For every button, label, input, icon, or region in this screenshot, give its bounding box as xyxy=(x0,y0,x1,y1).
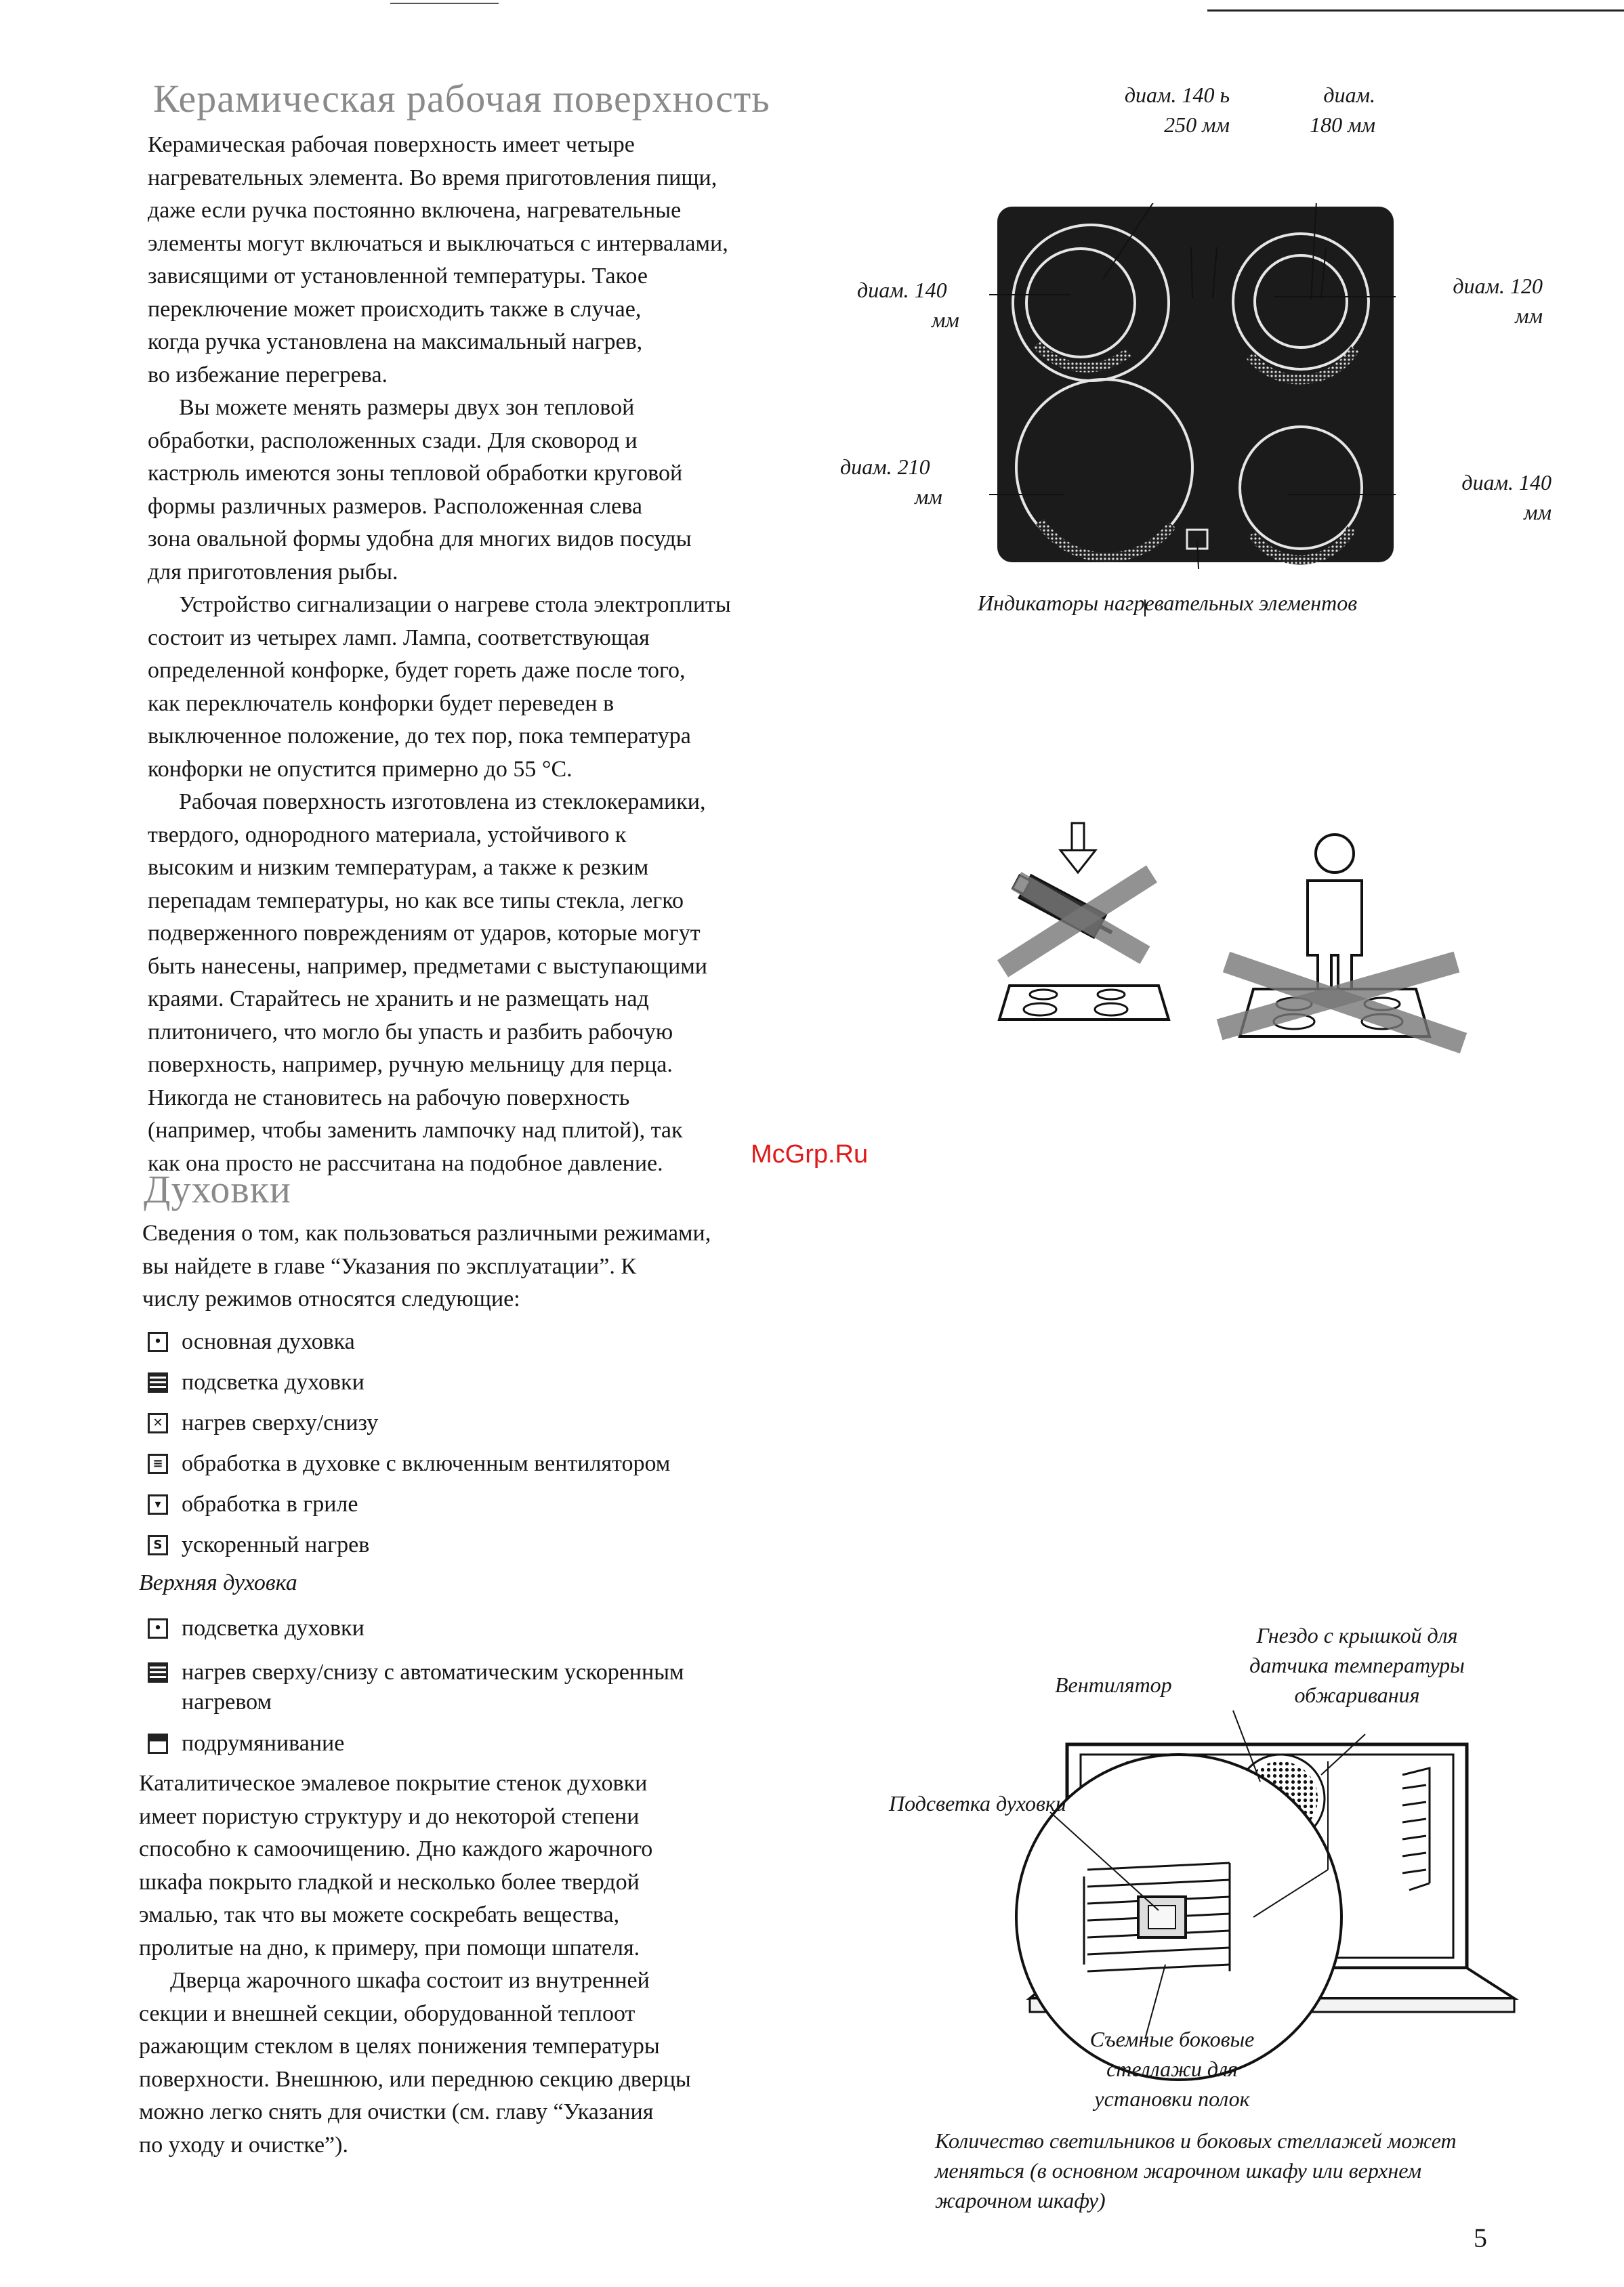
bars-icon xyxy=(148,1372,168,1393)
label-top-right: диам. 180 мм xyxy=(1310,83,1375,137)
ceramic-p2: Вы можете менять размеры двух зон тепловой обработки, расположенных сзади. Для сковород и кастрюль имеются зоны тепловой обработки круговой формы различных размеров. Расположенная слева зона овальной формы удобна для многих видов посуды для приготовления рыбы. xyxy=(148,395,692,585)
oven-caption: Количество светильников и боковых стеллажей может меняться (в основном жарочном шкафу или верхнем жарочном шкафу) xyxy=(935,2128,1457,2212)
label-low-left: диам. 210 мм xyxy=(840,455,942,509)
label-socket: Гнездо с крышкой для датчика температуры обжаривания xyxy=(1249,1623,1465,1707)
ovens-intro: Сведения о том, как пользоваться различными режимами, вы найдете в главе “Указания по эксплуатации”. К числу режимов относятся следующие: xyxy=(142,1221,711,1312)
mode-upper-light: • подсветка духовки xyxy=(148,1616,365,1641)
mode-browning: подрумянивание xyxy=(148,1731,344,1757)
label-top-left: диам. 140 ь 250 мм xyxy=(1124,83,1230,137)
label-low-right: диам. 140 мм xyxy=(1461,470,1552,524)
ceramic-title: Керамическая рабочая поверхность xyxy=(153,77,770,121)
no-objects-pictogram xyxy=(989,820,1179,1030)
mode-fan: ≡ обработка в духовке с включенным вентилятором xyxy=(148,1451,670,1477)
ovens-p5: Каталитическое эмалевое покрытие стенок духовки имеет пористую структуру и до некоторой степени способно к самоочищению. Дно каждого жарочного шкафа покрыто гладкой и несколько более твердой эмалью, так что вы можете соскребать вещества, пролитые на дно, к примеру, при помощи шпателя. xyxy=(139,1771,653,1960)
mode-upper-top-bottom: нагрев сверху/снизу с автоматическим ускоренным нагревом xyxy=(148,1658,684,1717)
label-racks: Съемные боковые стеллажи для установки полок xyxy=(1089,2027,1255,2111)
browning-icon xyxy=(148,1734,168,1754)
label-mid-left: диам. 140 мм xyxy=(857,278,959,332)
label-mid-right: диам. 120 мм xyxy=(1453,274,1543,328)
label-fan: Вентилятор xyxy=(1055,1673,1172,1697)
top-rule-left xyxy=(390,3,499,4)
mode-rapid: S ускоренный нагрев xyxy=(148,1532,369,1558)
mode-top-bottom: ✕ нагрев сверху/снизу xyxy=(148,1410,378,1436)
top-bottom-heat-icon: ✕ xyxy=(148,1413,168,1433)
watermark: McGrp.Ru xyxy=(751,1140,869,1169)
hob-leaders-extra xyxy=(935,95,1450,623)
bars-icon xyxy=(148,1662,168,1683)
ceramic-p4: Рабочая поверхность изготовлена из стеклокерамики, твердого, однородного материала, устойчивого к высоким и низким температурам, а также к резким перепадам температуры, но как все типы стекла, легко подверженного повреждениям от ударов, которые могут быть нанесены, например, предметами с выступающими краями. Старайтесь не хранить и не размещать над плитоничего, что могло бы упасть и разбить рабочую поверхность, например, ручную мельницу для перца. Никогда не становитесь на рабочую поверхность (например, чтобы заменить лампочку над плитой), так как она просто не рассчитана на подобное давление. xyxy=(148,789,707,1176)
bulb-icon: • xyxy=(148,1618,168,1639)
ovens-title: Духовки xyxy=(144,1167,291,1211)
ceramic-p1: Керамическая рабочая поверхность имеет четыре нагревательных элемента. Во время приготовления пищи, даже если ручка постоянно включена, нагревательные элементы могут включаться и выключаться с интервалами, зависящими от установленной температуры. Такое переключение может происходить также в случае, когда ручка установлена на максимальный нагрев, во избежание перегрева. xyxy=(148,132,728,387)
rapid-heat-icon: S xyxy=(148,1535,168,1555)
label-oven-light: Подсветка духовки xyxy=(889,1791,1066,1816)
fan-icon: ≡ xyxy=(148,1454,168,1474)
hob-caption: Индикаторы нагревательных элементов xyxy=(978,591,1358,615)
ovens-p6: Дверца жарочного шкафа состоит из внутренней секции и внешней секции, оборудованной теплоот ражающим стеклом в целях понижения температуры поверхности. Внешнюю, или переднюю секцию дверцы можно легко снять для очистки (см. главу “Указания по уходу и очистке”). xyxy=(139,1968,691,2158)
mode-main-oven: • основная духовка xyxy=(148,1329,355,1355)
mode-oven-light: подсветка духовки xyxy=(148,1370,365,1396)
bulb-icon: • xyxy=(148,1332,168,1352)
ceramic-p3: Устройство сигнализации о нагреве стола электроплиты состоит из четырех ламп. Лампа, соответствующая определенной конфорке, будет гореть даже после того, как переключатель конфорки будет переведен в выключенное положение, до тех пор, пока температура конфорки не опустится примерно до 55 °С. xyxy=(148,592,731,782)
mode-grill: ▾ обработка в гриле xyxy=(148,1492,358,1517)
top-rule xyxy=(1207,9,1624,12)
page-number: 5 xyxy=(1474,2223,1487,2253)
upper-oven-title: Верхняя духовка xyxy=(139,1570,297,1595)
grill-icon: ▾ xyxy=(148,1494,168,1515)
no-standing-pictogram xyxy=(1213,826,1470,1057)
